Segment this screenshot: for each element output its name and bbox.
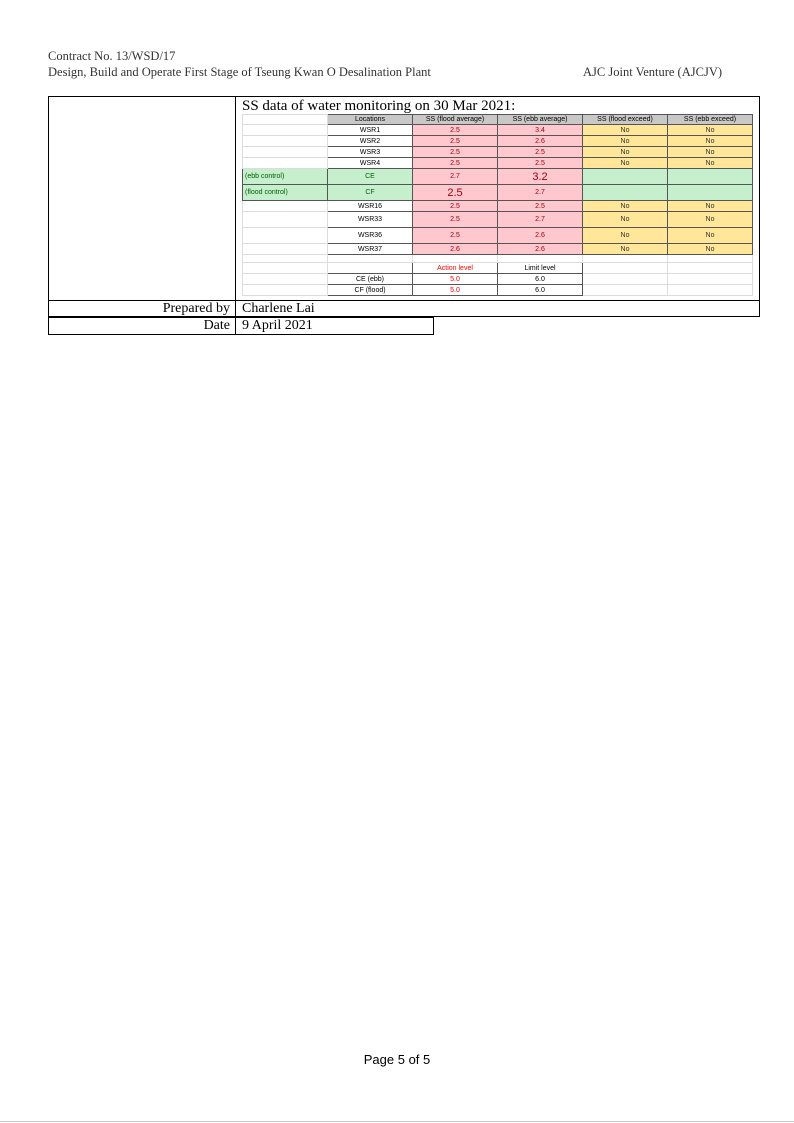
- blank-cell: [243, 115, 328, 125]
- ebb-avg-cell: 2.7: [498, 185, 583, 201]
- table-row: [243, 228, 753, 244]
- company-name: AJC Joint Venture (AJCJV): [583, 65, 723, 79]
- ebb-avg-cell: 3.4: [498, 125, 583, 136]
- table-row: [243, 136, 753, 147]
- ebb-exceed-cell: No: [668, 228, 753, 244]
- flood-avg-cell: 2.5: [413, 228, 498, 244]
- col-header-flood-exceed: SS (flood exceed): [583, 115, 668, 125]
- spacer-row: [243, 255, 753, 263]
- table-row-control: [243, 185, 753, 201]
- col-header-flood-avg: SS (flood average): [413, 115, 498, 125]
- blank-cell: [413, 255, 498, 263]
- limit-level-cell: 6.0: [498, 274, 583, 285]
- note-cell: [243, 212, 328, 228]
- flood-exceed-cell: No: [583, 201, 668, 212]
- blank-cell: [583, 285, 668, 296]
- blank-cell: [583, 255, 668, 263]
- blank-cell: [583, 263, 668, 274]
- flood-exceed-cell: No: [583, 212, 668, 228]
- note-cell: [243, 201, 328, 212]
- ebb-avg-cell: 2.5: [498, 158, 583, 169]
- blank-cell: [243, 285, 328, 296]
- date-value: 9 April 2021: [242, 318, 313, 333]
- flood-avg-cell: 2.5: [413, 185, 498, 201]
- ss-data-table: [242, 114, 753, 296]
- levels-header-row: [243, 263, 753, 274]
- flood-avg-cell: 2.5: [413, 212, 498, 228]
- ebb-exceed-cell: [668, 185, 753, 201]
- page-bottom-rule: [0, 1121, 794, 1122]
- ebb-exceed-cell: [668, 169, 753, 185]
- location-cell: WSR36: [328, 228, 413, 244]
- blank-cell: [668, 274, 753, 285]
- levels-location-cell: CE (ebb): [328, 274, 413, 285]
- ebb-exceed-cell: No: [668, 201, 753, 212]
- note-cell: [243, 147, 328, 158]
- note-cell: [243, 125, 328, 136]
- blank-cell: [243, 255, 328, 263]
- levels-row: [243, 285, 753, 296]
- flood-avg-cell: 2.5: [413, 158, 498, 169]
- blank-cell: [328, 255, 413, 263]
- flood-exceed-cell: [583, 169, 668, 185]
- prepared-by-label: Prepared by: [162, 301, 230, 316]
- location-cell: WSR37: [328, 244, 413, 255]
- project-title: Design, Build and Operate First Stage of Tseung Kwan O Desalination Plant: [48, 65, 431, 79]
- ss-data-title: SS data of water monitoring on 30 Mar 2021:: [242, 98, 516, 114]
- location-cell: WSR2: [328, 136, 413, 147]
- location-cell: WSR3: [328, 147, 413, 158]
- location-cell: WSR4: [328, 158, 413, 169]
- location-cell: WSR16: [328, 201, 413, 212]
- location-cell: WSR33: [328, 212, 413, 228]
- blank-cell: [668, 285, 753, 296]
- limit-level-cell: 6.0: [498, 285, 583, 296]
- blank-cell: [583, 274, 668, 285]
- note-cell: [243, 244, 328, 255]
- flood-avg-cell: 2.5: [413, 201, 498, 212]
- ebb-exceed-cell: No: [668, 125, 753, 136]
- ebb-exceed-cell: No: [668, 244, 753, 255]
- ebb-avg-cell: 2.7: [498, 212, 583, 228]
- levels-location-cell: CF (flood): [328, 285, 413, 296]
- col-header-ebb-avg: SS (ebb average): [498, 115, 583, 125]
- blank-cell: [668, 255, 753, 263]
- location-cell: WSR1: [328, 125, 413, 136]
- date-label: Date: [203, 318, 230, 333]
- flood-avg-cell: 2.7: [413, 169, 498, 185]
- ebb-avg-cell: 2.6: [498, 136, 583, 147]
- flood-avg-cell: 2.6: [413, 244, 498, 255]
- flood-exceed-cell: [583, 185, 668, 201]
- contract-number: Contract No. 13/WSD/17: [48, 49, 176, 63]
- limit-level-header: Limit level: [498, 263, 583, 274]
- flood-exceed-cell: No: [583, 244, 668, 255]
- blank-cell: [328, 263, 413, 274]
- flood-exceed-cell: No: [583, 125, 668, 136]
- prepared-by-value: Charlene Lai: [242, 301, 315, 316]
- table-header-row: [243, 115, 753, 125]
- levels-row: [243, 274, 753, 285]
- table-row: [243, 158, 753, 169]
- action-level-cell: 5.0: [413, 274, 498, 285]
- flood-avg-cell: 2.5: [413, 125, 498, 136]
- ebb-avg-cell: 2.5: [498, 201, 583, 212]
- note-cell: (flood control): [243, 185, 328, 201]
- action-level-header: Action level: [413, 263, 498, 274]
- blank-cell: [243, 263, 328, 274]
- table-row: [243, 201, 753, 212]
- ebb-avg-cell: 2.6: [498, 244, 583, 255]
- flood-exceed-cell: No: [583, 158, 668, 169]
- location-cell: CF: [328, 185, 413, 201]
- table-row: [243, 244, 753, 255]
- table-row: [243, 125, 753, 136]
- note-cell: [243, 158, 328, 169]
- flood-exceed-cell: No: [583, 136, 668, 147]
- flood-avg-cell: 2.5: [413, 136, 498, 147]
- table-row: [243, 147, 753, 158]
- ebb-exceed-cell: No: [668, 212, 753, 228]
- note-cell: [243, 228, 328, 244]
- ebb-avg-cell: 3.2: [498, 169, 583, 185]
- ebb-exceed-cell: No: [668, 147, 753, 158]
- note-cell: (ebb control): [243, 169, 328, 185]
- flood-avg-cell: 2.5: [413, 147, 498, 158]
- location-cell: CE: [328, 169, 413, 185]
- table-row-control: [243, 169, 753, 185]
- ebb-exceed-cell: No: [668, 136, 753, 147]
- flood-exceed-cell: No: [583, 147, 668, 158]
- action-level-cell: 5.0: [413, 285, 498, 296]
- ebb-avg-cell: 2.6: [498, 228, 583, 244]
- blank-cell: [243, 274, 328, 285]
- ebb-avg-cell: 2.5: [498, 147, 583, 158]
- page-number: Page 5 of 5: [363, 1052, 431, 1067]
- note-cell: [243, 136, 328, 147]
- flood-exceed-cell: No: [583, 228, 668, 244]
- blank-cell: [498, 255, 583, 263]
- ebb-exceed-cell: No: [668, 158, 753, 169]
- blank-cell: [668, 263, 753, 274]
- col-header-ebb-exceed: SS (ebb exceed): [668, 115, 753, 125]
- table-row: [243, 212, 753, 228]
- col-header-locations: Locations: [328, 115, 413, 125]
